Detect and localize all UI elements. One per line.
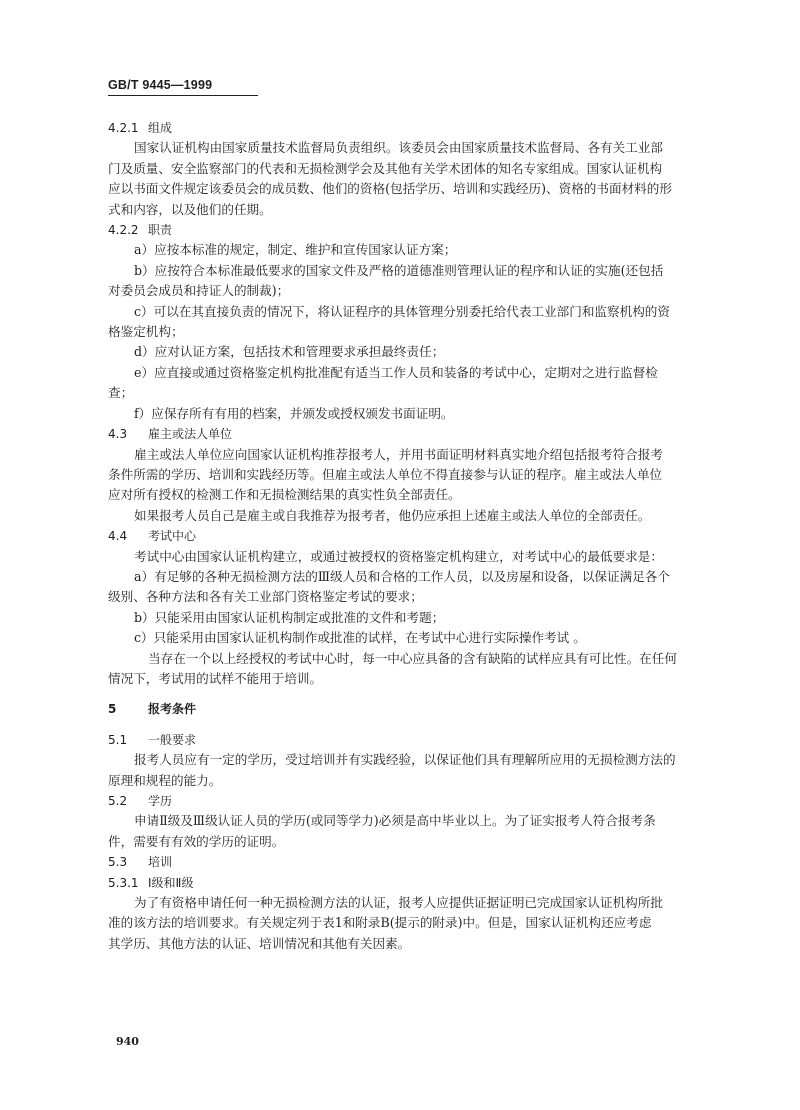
- paragraph-line: b）只能采用由国家认证机构制定或批准的文件和考题；: [134, 609, 445, 625]
- paragraph-line: 查；: [108, 385, 134, 401]
- section-heading: [108, 220, 708, 240]
- paragraph-line: 为了有资格申请任何一种无损检测方法的认证，报考人应提供证据证明已完成国家认证机构所批: [134, 895, 663, 911]
- paragraph-line: 应对所有授权的检测工作和无损检测结果的真实性负全部责任。: [108, 487, 461, 503]
- section-number: 5.3.1: [108, 875, 139, 890]
- section-heading: [108, 526, 708, 546]
- paragraph-line: d）应对认证方案，包括技术和管理要求承担最终责任；: [134, 344, 445, 360]
- paragraph-line: b）应按符合本标准最低要求的国家文件及严格的道德准则管理认证的程序和认证的实施(还包括: [134, 262, 664, 278]
- section-title: 报考条件: [148, 702, 197, 717]
- paragraph-line: 当存在一个以上经授权的考试中心时，每一中心应具备的含有缺陷的试样应具有可比性。在任何: [148, 650, 677, 666]
- paragraph-line: 国家认证机构由国家质量技术监督局负责组织。该委员会由国家质量技术监督局、各有关工业部: [134, 140, 663, 156]
- section-number: 4.3: [108, 427, 128, 442]
- section-number: 4.2.2: [108, 223, 139, 238]
- section-title: 职责: [148, 223, 173, 238]
- section-number: 4.4: [108, 529, 128, 544]
- paragraph-line: e）应直接或通过资格鉴定机构批准配有适当工作人员和装备的考试中心，定期对之进行监督检: [134, 364, 658, 380]
- paragraph-line: 其学历、其他方法的认证、培训情况和其他有关因素。: [108, 935, 411, 951]
- paragraph-line: 应以书面文件规定该委员会的成员数、他们的资格(包括学历、培训和实践经历)、资格的书面材料的形: [108, 181, 672, 197]
- paragraph-line: 原理和规程的能力。: [108, 772, 222, 788]
- page-number: 940: [116, 1035, 139, 1048]
- section-number: 5.1: [108, 732, 128, 747]
- standard-code-header: GB/T 9445—1999: [108, 78, 258, 96]
- section-heading: [108, 424, 708, 444]
- section-title: 一般要求: [148, 732, 197, 747]
- section-heading: [108, 873, 708, 893]
- paragraph-line: 如果报考人员自己是雇主或自我推荐为报考者，他仍应承担上述雇主或法人单位的全部责任。: [134, 507, 651, 523]
- chapter-heading: [108, 699, 708, 719]
- paragraph-line: 对委员会成员和持证人的制裁)；: [108, 283, 290, 299]
- section-heading: [108, 730, 708, 750]
- section-number: 5.3: [108, 855, 128, 870]
- section-number: 5: [108, 702, 117, 717]
- section-number: 4.2.1: [108, 121, 139, 135]
- section-title: 考试中心: [148, 529, 197, 544]
- paragraph-line: 格鉴定机构；: [108, 324, 184, 340]
- section-title: 培训: [148, 855, 173, 870]
- paragraph-line: c）只能采用由国家认证机构制作或批准的试样，在考试中心进行实际操作考试 。: [134, 630, 586, 646]
- section-title: 雇主或法人单位: [148, 427, 233, 442]
- paragraph-line: f）应保存所有有用的档案，并颁发或授权颁发书面证明。: [134, 405, 454, 421]
- paragraph-line: a）有足够的各种无损检测方法的Ⅲ级人员和合格的工作人员，以及房屋和设备，以保证满足各个: [134, 568, 670, 584]
- paragraph-line: 条件所需的学历、培训和实践经历等。但雇主或法人单位不得直接参与认证的程序。雇主或法人单位: [108, 466, 663, 482]
- paragraph-line: 门及质量、安全监察部门的代表和无损检测学会及其他有关学术团体的知名专家组成。国家认证机构: [108, 160, 663, 176]
- paragraph-line: 准的该方法的培训要求。有关规定列于表1和附录B(提示的附录)中。但是，国家认证机构还应考虑: [108, 915, 652, 931]
- section-heading: [108, 791, 708, 811]
- paragraph-line: 式和内容，以及他们的任期。: [108, 201, 272, 217]
- paragraph-line: 雇主或法人单位应向国家认证机构推荐报考人，并用书面证明材料真实地介绍包括报考符合报考: [134, 446, 663, 462]
- section-title: 学历: [148, 794, 173, 808]
- paragraph-line: 情况下，考试用的试样不能用于培训。: [108, 670, 323, 686]
- paragraph-line: 级别、各种方法和各有关工业部门资格鉴定考试的要求；: [108, 589, 423, 605]
- section-title: Ⅰ级和Ⅱ级: [148, 875, 194, 890]
- document-body: [108, 118, 708, 954]
- paragraph-line: 考试中心由国家认证机构建立，或通过被授权的资格鉴定机构建立，对考试中心的最低要求是：: [134, 548, 663, 564]
- paragraph-line: 申请Ⅱ级及Ⅲ级认证人员的学历(或同等学力)必须是高中毕业以上。为了证实报考人符合报考条: [134, 813, 656, 829]
- paragraph-line: c）可以在其直接负责的情况下，将认证程序的具体管理分别委托给代表工业部门和监察机构的资: [134, 303, 670, 319]
- paragraph-line: 报考人员应有一定的学历，受过培训并有实践经验，以保证他们具有理解所应用的无损检测方法的: [134, 752, 676, 768]
- section-heading: [108, 118, 708, 138]
- section-title: 组成: [148, 121, 173, 135]
- paragraph-line: 件，需要有有效的学历的证明。: [108, 833, 285, 849]
- section-number: 5.2: [108, 794, 128, 808]
- section-heading: [108, 852, 708, 872]
- paragraph-line: a）应按本标准的规定，制定、维护和宣传国家认证方案；: [134, 242, 457, 258]
